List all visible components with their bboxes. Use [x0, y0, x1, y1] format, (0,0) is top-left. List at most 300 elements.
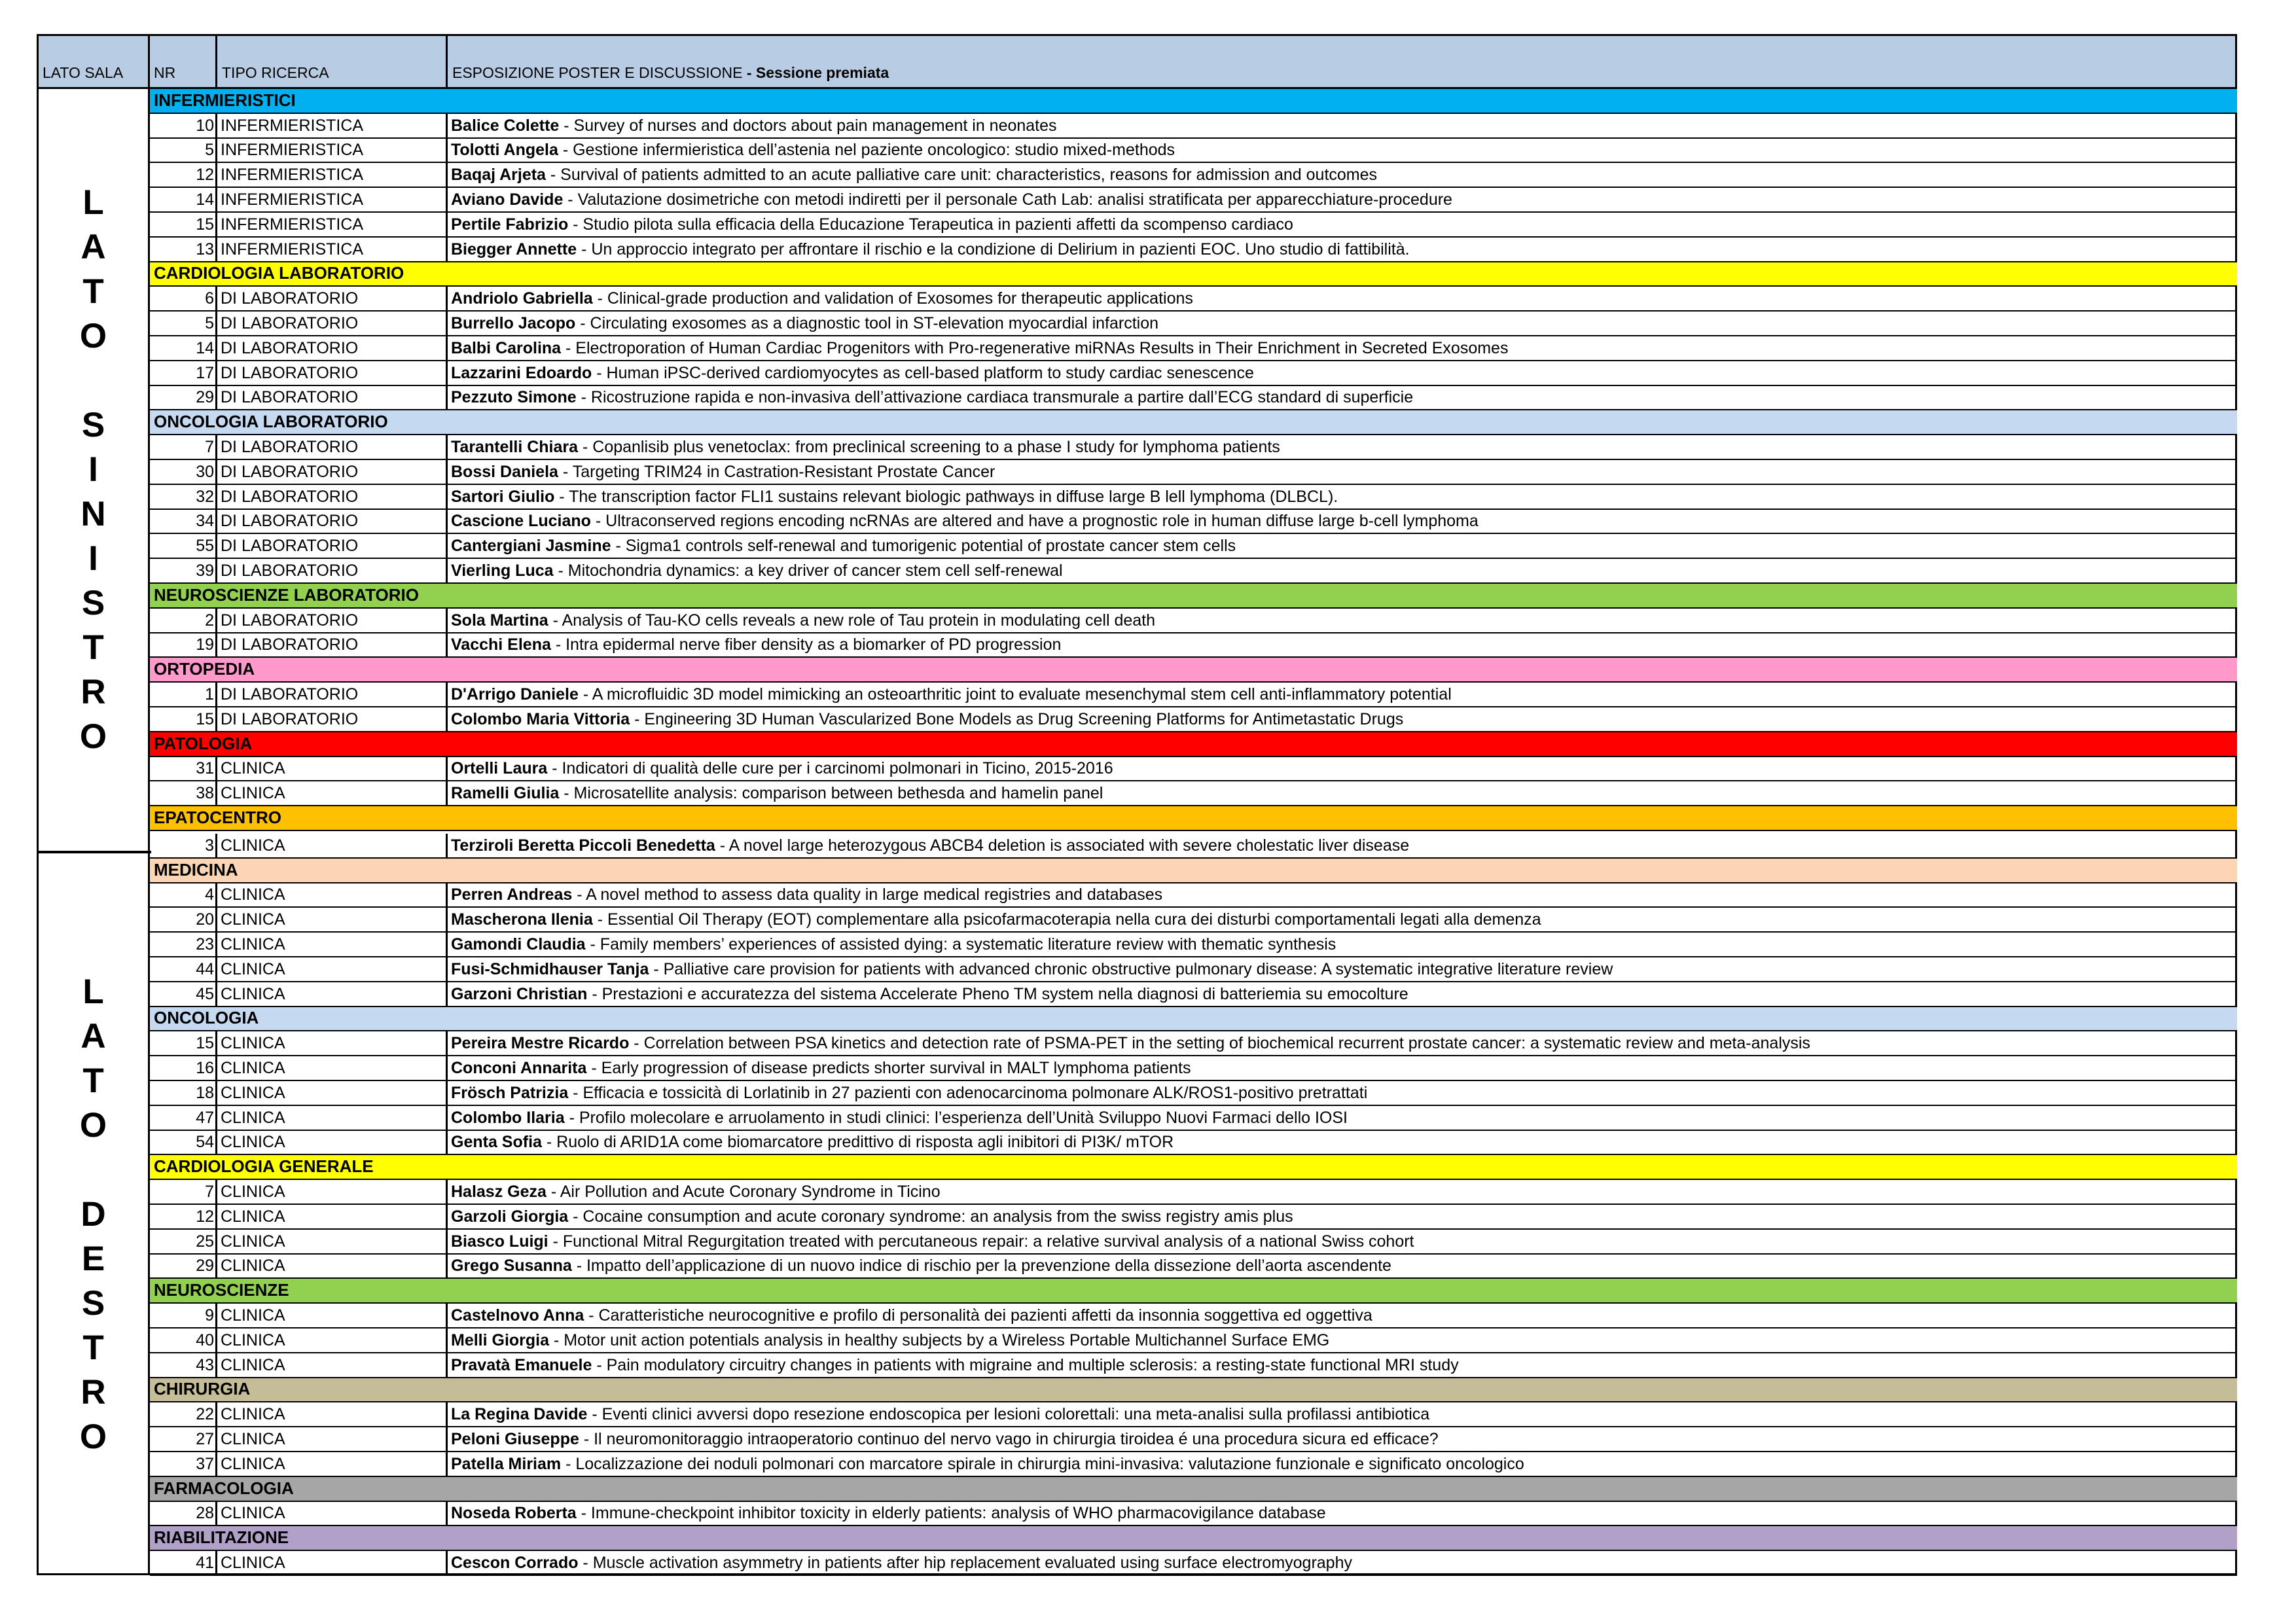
side-letter: T	[82, 272, 104, 311]
side-letter: R	[81, 1372, 106, 1412]
table-row	[150, 1230, 2237, 1255]
divider-nr	[215, 1230, 217, 1253]
cell-nr: 7	[205, 437, 214, 456]
cell-poster	[451, 215, 1293, 234]
poster-title: - Family members’ experiences of assisted dying: a systematic literature review with thematic synthesis	[585, 935, 1336, 954]
divider-tipo	[446, 633, 448, 657]
cell-tipo: CLINICA	[221, 984, 285, 1003]
cell-poster	[451, 759, 1113, 778]
cell-nr: 23	[196, 935, 214, 954]
cell-nr: 13	[196, 240, 214, 259]
cell-poster	[451, 537, 1236, 556]
cell-tipo: CLINICA	[221, 1330, 285, 1349]
cell-poster	[451, 784, 1103, 803]
divider-tipo	[446, 163, 448, 187]
cell-tipo: CLINICA	[221, 1083, 285, 1102]
divider-tipo	[446, 834, 448, 857]
divider-tipo	[446, 312, 448, 335]
cell-poster	[451, 836, 1409, 855]
poster-author: Pezzuto Simone	[451, 388, 577, 407]
side-letter: O	[79, 717, 107, 756]
poster-title: - Immune-checkpoint inhibitor toxicity in elderly patients: analysis of WHO pharmacovigilance database	[576, 1504, 1326, 1523]
header-esposizione-main: ESPOSIZIONE POSTER E DISCUSSIONE	[452, 64, 743, 81]
poster-title: - Impatto dell’applicazione di un nuovo indice di rischio per la prevenzione della dissezione dell’aorta ascendente	[571, 1257, 1391, 1275]
divider-nr	[215, 1255, 217, 1278]
cell-nr: 27	[196, 1429, 214, 1448]
category-label: CHIRURGIA	[154, 1379, 251, 1399]
cell-nr: 15	[196, 215, 214, 234]
table-row	[150, 435, 2237, 460]
divider-tipo	[446, 213, 448, 236]
cell-poster	[451, 1207, 1293, 1226]
cell-tipo: DI LABORATORIO	[221, 313, 359, 332]
poster-title: - Efficacia e tossicità di Lorlatinib in 27 pazienti con adenocarcinoma polmonare ALK/ROS1-positivo pretrattati	[568, 1083, 1368, 1102]
header-lato-sala: LATO SALA	[43, 64, 124, 81]
divider-nr	[215, 707, 217, 731]
cell-nr: 38	[196, 784, 214, 803]
cell-tipo: CLINICA	[221, 1257, 285, 1275]
table-row	[150, 312, 2237, 336]
cell-nr: 44	[196, 959, 214, 978]
divider-nr	[215, 1031, 217, 1055]
cell-poster	[451, 1554, 1352, 1573]
cell-nr: 17	[196, 363, 214, 382]
divider-tipo	[446, 361, 448, 385]
cell-poster	[451, 463, 995, 482]
poster-title: - Circulating exosomes as a diagnostic tool in ST-elevation myocardial infarction	[575, 313, 1159, 332]
side-letter: R	[81, 673, 106, 711]
divider-tipo	[446, 534, 448, 558]
divider-nr	[215, 609, 217, 632]
side-letter: S	[81, 584, 105, 622]
cell-poster	[451, 885, 1162, 904]
poster-title: - Human iPSC-derived cardiomyocytes as cell-based platform to study cardiac senescence	[592, 363, 1254, 382]
table-row	[150, 386, 2237, 411]
divider-tipo	[446, 139, 448, 162]
poster-author: Cantergiani Jasmine	[451, 537, 611, 556]
poster-author: Mascherona Ilenia	[451, 910, 593, 929]
category-label: EPATOCENTRO	[154, 807, 282, 827]
poster-title: - Analysis of Tau-KO cells reveals a new role of Tau protein in modulating cell death	[548, 611, 1156, 630]
table-row	[150, 114, 2237, 139]
table-row	[150, 883, 2237, 908]
header-esposizione-suffix: - Sessione premiata	[742, 64, 889, 81]
divider-nr	[215, 982, 217, 1006]
cell-tipo: CLINICA	[221, 1232, 285, 1251]
cell-tipo: DI LABORATORIO	[221, 363, 359, 382]
category-row	[150, 89, 2237, 114]
side-letter: O	[79, 1105, 107, 1145]
cell-poster	[451, 314, 1158, 333]
table-row	[150, 1502, 2237, 1527]
category-label: NEUROSCIENZE LABORATORIO	[154, 584, 419, 605]
poster-title: - Indicatori di qualità delle cure per i carcinomi polmonari in Ticino, 2015-2016	[547, 759, 1113, 778]
table-row	[150, 213, 2237, 238]
category-label: RIABILITAZIONE	[154, 1527, 289, 1548]
divider-nr	[215, 386, 217, 410]
side-letter: L	[82, 183, 104, 222]
poster-title: - Motor unit action potentials analysis in healthy subjects by a Wireless Portable Multichannel Surface EMG	[549, 1330, 1330, 1349]
divider-tipo	[446, 188, 448, 211]
cell-tipo: DI LABORATORIO	[221, 512, 359, 531]
table-row	[150, 361, 2237, 386]
category-row	[150, 1526, 2237, 1551]
divider-tipo	[446, 1056, 448, 1080]
cell-tipo: CLINICA	[221, 1058, 285, 1077]
cell-tipo: CLINICA	[221, 1553, 285, 1572]
cell-nr: 3	[205, 836, 214, 855]
poster-author: Andriolo Gabriella	[451, 289, 593, 308]
poster-author: Vierling Luca	[451, 561, 554, 580]
divider-tipo	[446, 707, 448, 731]
poster-author: Noseda Roberta	[451, 1504, 577, 1523]
category-label: NEUROSCIENZE	[154, 1280, 289, 1300]
cell-nr: 5	[205, 313, 214, 332]
divider-tipo	[446, 460, 448, 484]
poster-author: Lazzarini Edoardo	[451, 363, 592, 382]
cell-poster	[451, 512, 1479, 531]
table-row	[150, 757, 2237, 782]
poster-title: - Caratteristiche neurocognitive e profilo di personalità dei pazienti affetti da insonnia soggettiva ed oggettiva	[584, 1306, 1372, 1325]
cell-tipo: CLINICA	[221, 959, 285, 978]
poster-title: - Ultraconserved regions encoding ncRNAs are altered and have a prognostic role in human diffuse large b-cell lymphoma	[590, 512, 1479, 531]
table-row	[150, 1551, 2237, 1576]
poster-title: - Survey of nurses and doctors about pain management in neonates	[559, 116, 1057, 135]
side-letter: D	[81, 1194, 106, 1234]
cell-nr: 54	[196, 1133, 214, 1152]
poster-author: Garzoli Giorgia	[451, 1207, 569, 1226]
cell-nr: 15	[196, 709, 214, 728]
cell-tipo: CLINICA	[221, 1454, 285, 1473]
table-row	[150, 1106, 2237, 1131]
divider-nr	[215, 1056, 217, 1080]
cell-nr: 19	[196, 635, 214, 654]
cell-nr: 15	[196, 1034, 214, 1053]
divider-nr	[215, 1304, 217, 1327]
table-row	[150, 1353, 2237, 1378]
category-row	[150, 262, 2237, 287]
divider-tipo	[446, 757, 448, 781]
divider-nr	[215, 757, 217, 781]
category-label: ONCOLOGIA LABORATORIO	[154, 412, 388, 432]
cell-nr: 43	[196, 1355, 214, 1374]
poster-title: - Profilo molecolare e arruolamento in studi clinici: l’esperienza dell’Unità Sviluppo Nuovi Farmaci dello IOSI	[564, 1108, 1348, 1127]
cell-tipo: INFERMIERISTICA	[221, 190, 364, 209]
cell-poster	[451, 685, 1452, 704]
divider-nr	[215, 1502, 217, 1525]
cell-tipo: CLINICA	[221, 910, 285, 929]
divider-nr	[215, 435, 217, 459]
divider-tipo	[446, 933, 448, 956]
poster-title: - Ruolo di ARID1A come biomarcatore predittivo di risposta agli inibitori di PI3K/ mTOR	[541, 1133, 1174, 1152]
side-letter: I	[88, 539, 98, 578]
category-row	[150, 1279, 2237, 1304]
divider-nr	[215, 781, 217, 805]
poster-title: - Muscle activation asymmetry in patients after hip replacement evaluated using surface electromyography	[578, 1553, 1352, 1572]
category-row	[150, 1155, 2237, 1180]
cell-poster	[451, 1059, 1191, 1078]
divider-tipo	[446, 435, 448, 459]
cell-nr: 12	[196, 1207, 214, 1226]
cell-tipo: CLINICA	[221, 1207, 285, 1226]
poster-author: Baqaj Arjeta	[451, 166, 546, 185]
table-row	[150, 683, 2237, 707]
cell-poster	[451, 388, 1413, 407]
poster-title: - Gestione infermieristica dell’astenia nel paziente oncologico: studio mixed-methods	[558, 141, 1175, 160]
cell-tipo: DI LABORATORIO	[221, 635, 359, 654]
poster-author: Halasz Geza	[451, 1182, 547, 1201]
cell-tipo: DI LABORATORIO	[221, 487, 359, 506]
divider-nr	[215, 559, 217, 582]
divider-tipo	[446, 1230, 448, 1253]
cell-poster	[451, 438, 1280, 457]
divider-tipo	[446, 957, 448, 981]
table-row	[150, 163, 2237, 188]
cell-poster	[451, 1232, 1414, 1251]
cell-poster	[451, 710, 1403, 729]
category-row	[150, 1378, 2237, 1403]
cell-tipo: DI LABORATORIO	[221, 709, 359, 728]
divider-tipo	[446, 1180, 448, 1204]
category-row	[150, 1007, 2237, 1032]
cell-poster	[451, 1109, 1348, 1128]
divider-tipo	[446, 1304, 448, 1327]
cell-poster	[451, 1455, 1524, 1474]
cell-nr: 32	[196, 487, 214, 506]
divider-nr	[215, 361, 217, 385]
cell-nr: 39	[196, 561, 214, 580]
divider-nr	[215, 139, 217, 162]
table-row	[150, 238, 2237, 262]
divider-nr	[215, 883, 217, 907]
divider-tipo	[446, 982, 448, 1006]
side-letter: O	[79, 317, 107, 355]
side-letter: A	[81, 228, 106, 266]
table-row	[150, 559, 2237, 584]
poster-title: - Targeting TRIM24 in Castration-Resistant Prostate Cancer	[558, 462, 996, 481]
poster-author: Burrello Jacopo	[451, 313, 576, 332]
category-row	[150, 658, 2237, 683]
cell-nr: 10	[196, 116, 214, 135]
divider-tipo	[446, 386, 448, 410]
poster-title: - Il neuromonitoraggio intraoperatorio continuo del nervo vago in chirurgia tiroidea é una procedura sicura ed efficace?	[579, 1429, 1439, 1448]
poster-table	[37, 34, 2237, 1575]
side-letter: O	[79, 1417, 107, 1456]
divider-nr	[215, 1081, 217, 1105]
cell-poster	[451, 1405, 1429, 1424]
cell-nr: 2	[205, 611, 214, 630]
divider-tipo	[446, 908, 448, 931]
divider-tipo-header	[446, 36, 448, 89]
poster-title: - Copanlisib plus venetoclax: from preclinical screening to a phase I study for lymphoma patients	[578, 437, 1280, 456]
divider-nr	[215, 163, 217, 187]
table-row	[150, 633, 2237, 658]
cell-tipo: CLINICA	[221, 759, 285, 778]
poster-title: - Sigma1 controls self-renewal and tumorigenic potential of prostate cancer stem cells	[611, 537, 1236, 556]
divider-nr	[215, 312, 217, 335]
poster-author: Grego Susanna	[451, 1257, 572, 1275]
side-letter: I	[88, 450, 98, 489]
divider-tipo	[446, 1329, 448, 1352]
cell-poster	[451, 1356, 1459, 1375]
poster-title: - Correlation between PSA kinetics and detection rate of PSMA-PET in the setting of biochemical recurrent prostate cancer: a systematic review and meta-analysis	[629, 1034, 1810, 1053]
cell-tipo: INFERMIERISTICA	[221, 215, 364, 234]
poster-author: Colombo Ilaria	[451, 1108, 565, 1127]
divider-nr	[215, 1180, 217, 1204]
divider-nr	[215, 908, 217, 931]
poster-author: Bossi Daniela	[451, 462, 558, 481]
divider-tipo	[446, 559, 448, 582]
table-row	[150, 188, 2237, 213]
divider-nr	[215, 510, 217, 533]
poster-author: Pereira Mestre Ricardo	[451, 1034, 630, 1053]
cell-poster	[451, 562, 1063, 580]
cell-poster	[451, 166, 1377, 185]
table-row	[150, 707, 2237, 732]
cell-nr: 18	[196, 1083, 214, 1102]
divider-nr	[215, 1131, 217, 1154]
side-letter: T	[82, 1328, 104, 1367]
divider-nr	[215, 485, 217, 508]
divider-nr	[215, 336, 217, 360]
divider-nr	[215, 238, 217, 261]
divider-tipo	[446, 238, 448, 261]
poster-title: - Air Pollution and Acute Coronary Syndrome in Ticino	[546, 1182, 941, 1201]
table-row	[150, 1255, 2237, 1279]
poster-title: - Engineering 3D Human Vascularized Bone Models as Drug Screening Platforms for Antimetastatic Drugs	[630, 709, 1404, 728]
cell-poster	[451, 1034, 1810, 1053]
cell-tipo: DI LABORATORIO	[221, 537, 359, 556]
poster-title: - Eventi clinici avversi dopo resezione endoscopica per lesioni colorettali: una meta-analisi sulla profilassi antibiotica	[587, 1405, 1430, 1424]
cell-poster	[451, 339, 1508, 358]
divider-tipo	[446, 1427, 448, 1451]
table-row	[150, 908, 2237, 933]
poster-title: - Survival of patients admitted to an acute palliative care unit: characteristics, reasons for admission and outcomes	[545, 166, 1378, 185]
cell-tipo: DI LABORATORIO	[221, 611, 359, 630]
poster-author: Melli Giorgia	[451, 1330, 550, 1349]
table-row	[150, 510, 2237, 535]
poster-author: Vacchi Elena	[451, 635, 551, 654]
cell-tipo: CLINICA	[221, 1355, 285, 1374]
cell-poster	[451, 985, 1408, 1004]
divider-tipo	[446, 1255, 448, 1278]
poster-title: - Un approccio integrato per affrontare il rischio e la condizione di Delirium in pazienti EOC. Uno studio di fattibilità.	[577, 240, 1410, 259]
cell-tipo: INFERMIERISTICA	[221, 141, 364, 160]
side-letter: L	[82, 972, 104, 1011]
poster-title: - Early progression of disease predicts shorter survival in MALT lymphoma patients	[586, 1058, 1191, 1077]
cell-tipo: CLINICA	[221, 1429, 285, 1448]
table-row	[150, 1427, 2237, 1452]
category-row	[150, 732, 2237, 757]
cell-nr: 41	[196, 1553, 214, 1572]
divider-tipo	[446, 1353, 448, 1377]
table-row	[150, 1402, 2237, 1427]
cell-nr: 22	[196, 1405, 214, 1424]
poster-author: Castelnovo Anna	[451, 1306, 584, 1325]
side-letter: T	[82, 1061, 104, 1100]
divider-tipo	[446, 1205, 448, 1228]
poster-author: Biasco Luigi	[451, 1232, 548, 1251]
poster-author: Sartori Giulio	[451, 487, 555, 506]
cell-tipo: DI LABORATORIO	[221, 388, 359, 407]
divider-nr	[215, 683, 217, 706]
cell-nr: 29	[196, 388, 214, 407]
category-label: MEDICINA	[154, 859, 238, 880]
cell-poster	[451, 289, 1193, 308]
poster-title: - Clinical-grade production and validation of Exosomes for therapeutic applications	[592, 289, 1193, 308]
divider-nr	[215, 460, 217, 484]
poster-author: Balice Colette	[451, 116, 560, 135]
poster-author: Patella Miriam	[451, 1454, 562, 1473]
divider-nr	[215, 1205, 217, 1228]
cell-tipo: CLINICA	[221, 1306, 285, 1325]
cell-poster	[451, 910, 1541, 929]
poster-author: Gamondi Claudia	[451, 935, 586, 954]
poster-title: - Cocaine consumption and acute coronary syndrome: an analysis from the swiss registry amis plus	[568, 1207, 1293, 1226]
divider-nr	[215, 1402, 217, 1426]
poster-author: Ortelli Laura	[451, 759, 548, 778]
side-letter: S	[81, 406, 105, 444]
cell-tipo: DI LABORATORIO	[221, 561, 359, 580]
cell-nr: 25	[196, 1232, 214, 1251]
table-row	[150, 1205, 2237, 1230]
table-row	[150, 933, 2237, 957]
cell-poster	[451, 116, 1057, 135]
divider-nr	[215, 1106, 217, 1130]
poster-title: - Electroporation of Human Cardiac Progenitors with Pro-regenerative miRNAs Results in Their Enrichment in Secreted Exosomes	[561, 338, 1509, 357]
divider-nr	[215, 114, 217, 137]
poster-title: - Functional Mitral Regurgitation treated with percutaneous repair: a relative survival analysis of a national Swiss cohort	[548, 1232, 1414, 1251]
table-row	[150, 781, 2237, 806]
table-row	[150, 1329, 2237, 1353]
category-row	[150, 584, 2237, 609]
cell-poster	[451, 1084, 1367, 1103]
poster-author: Frösch Patrizia	[451, 1083, 569, 1102]
cell-poster	[451, 960, 1613, 979]
divider-nr	[215, 188, 217, 211]
poster-author: Peloni Giuseppe	[451, 1429, 579, 1448]
poster-author: Perren Andreas	[451, 885, 573, 904]
cell-nr: 37	[196, 1454, 214, 1473]
cell-poster	[451, 1133, 1174, 1152]
cell-tipo: CLINICA	[221, 1504, 285, 1523]
cell-poster	[451, 1257, 1391, 1275]
cell-tipo: CLINICA	[221, 935, 285, 954]
divider-nr	[215, 933, 217, 956]
header-nr: NR	[154, 64, 176, 81]
cell-poster	[451, 364, 1254, 383]
divider-tipo	[446, 1031, 448, 1055]
table-row	[150, 1131, 2237, 1156]
table-row	[150, 1031, 2237, 1056]
cell-tipo: DI LABORATORIO	[221, 289, 359, 308]
divider-tipo	[446, 510, 448, 533]
divider-nr	[215, 213, 217, 236]
table-row	[150, 609, 2237, 633]
cell-tipo: CLINICA	[221, 885, 285, 904]
poster-author: Garzoni Christian	[451, 984, 588, 1003]
cell-nr: 4	[205, 885, 214, 904]
poster-title: - A novel method to assess data quality in large medical registries and databases	[572, 885, 1163, 904]
table-row	[150, 287, 2237, 312]
cell-nr: 40	[196, 1330, 214, 1349]
cell-nr: 55	[196, 537, 214, 556]
header-tipo-ricerca: TIPO RICERCA	[222, 64, 329, 81]
side-label-left	[39, 89, 148, 851]
poster-title: - Studio pilota sulla efficacia della Educazione Terapeutica in pazienti affetti da scompenso cardiaco	[568, 215, 1293, 234]
cell-tipo: CLINICA	[221, 1133, 285, 1152]
cell-tipo: INFERMIERISTICA	[221, 116, 364, 135]
